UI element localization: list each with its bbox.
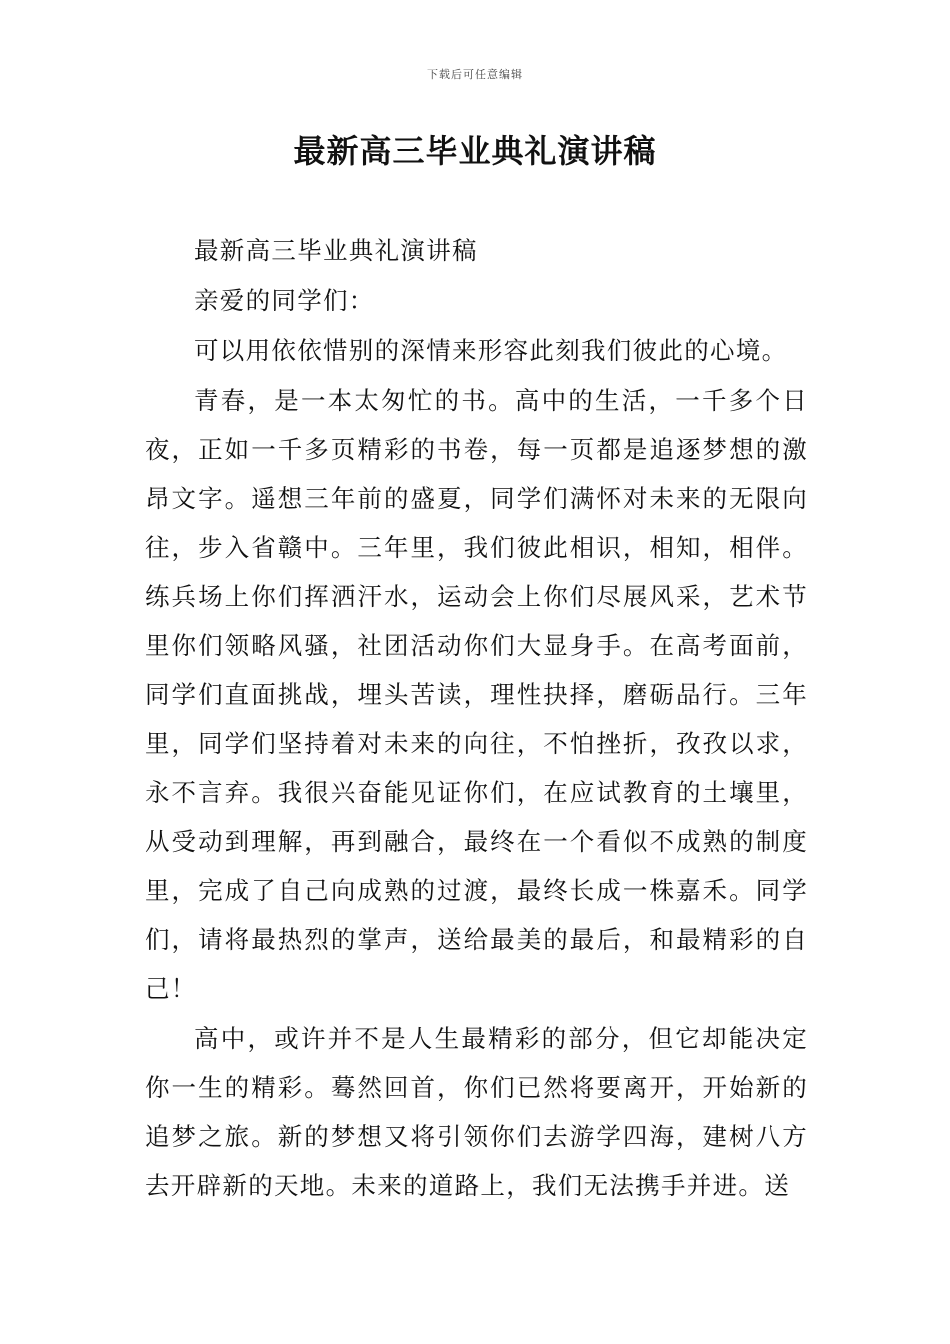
page-header-note: 下载后可任意编辑 bbox=[427, 68, 523, 81]
paragraph-subtitle: 最新高三毕业典礼演讲稿 bbox=[194, 236, 478, 265]
document-title: 最新高三毕业典礼演讲稿 bbox=[293, 132, 657, 170]
paragraph-high-school: 高中，或许并不是人生最精彩的部分，但它却能决定你一生的精彩。蓦然回首，你们已然将要离开，开始新的追梦之旅。新的梦想又将引领你们去游学四海，建树八方去开辟新的天地。未来的道路上，我们无法携手并进。送 bbox=[145, 1024, 808, 1200]
paragraph-youth: 青春，是一本太匆忙的书。高中的生活，一千多个日夜，正如一千多页精彩的书卷，每一页都是追逐梦想的激昂文字。遥想三年前的盛夏，同学们满怀对未来的无限向往，步入省赣中。三年里，我们彼此相识，相知，相伴。练兵场上你们挥洒汗水，运动会上你们尽展风采，艺术节里你们领略风骚，社团活动你们大显身手。在高考面前，同学们直面挑战，埋头苦读，理性抉择，磨砺品行。三年里，同学们坚持着对未来的向往，不怕挫折，孜孜以求，永不言弃。我很兴奋能见证你们，在应试教育的土壤里，从受动到理解，再到融合，最终在一个看似不成熟的制度里，完成了自己向成熟的过渡，最终长成一株嘉禾。同学们，请将最热烈的掌声，送给最美的最后，和最精彩的自己！ bbox=[145, 386, 808, 1003]
paragraph-opening: 可以用依依惜别的深情来形容此刻我们彼此的心境。 bbox=[194, 336, 788, 365]
paragraph-salutation: 亲爱的同学们： bbox=[194, 286, 375, 315]
document-body bbox=[145, 226, 808, 1211]
